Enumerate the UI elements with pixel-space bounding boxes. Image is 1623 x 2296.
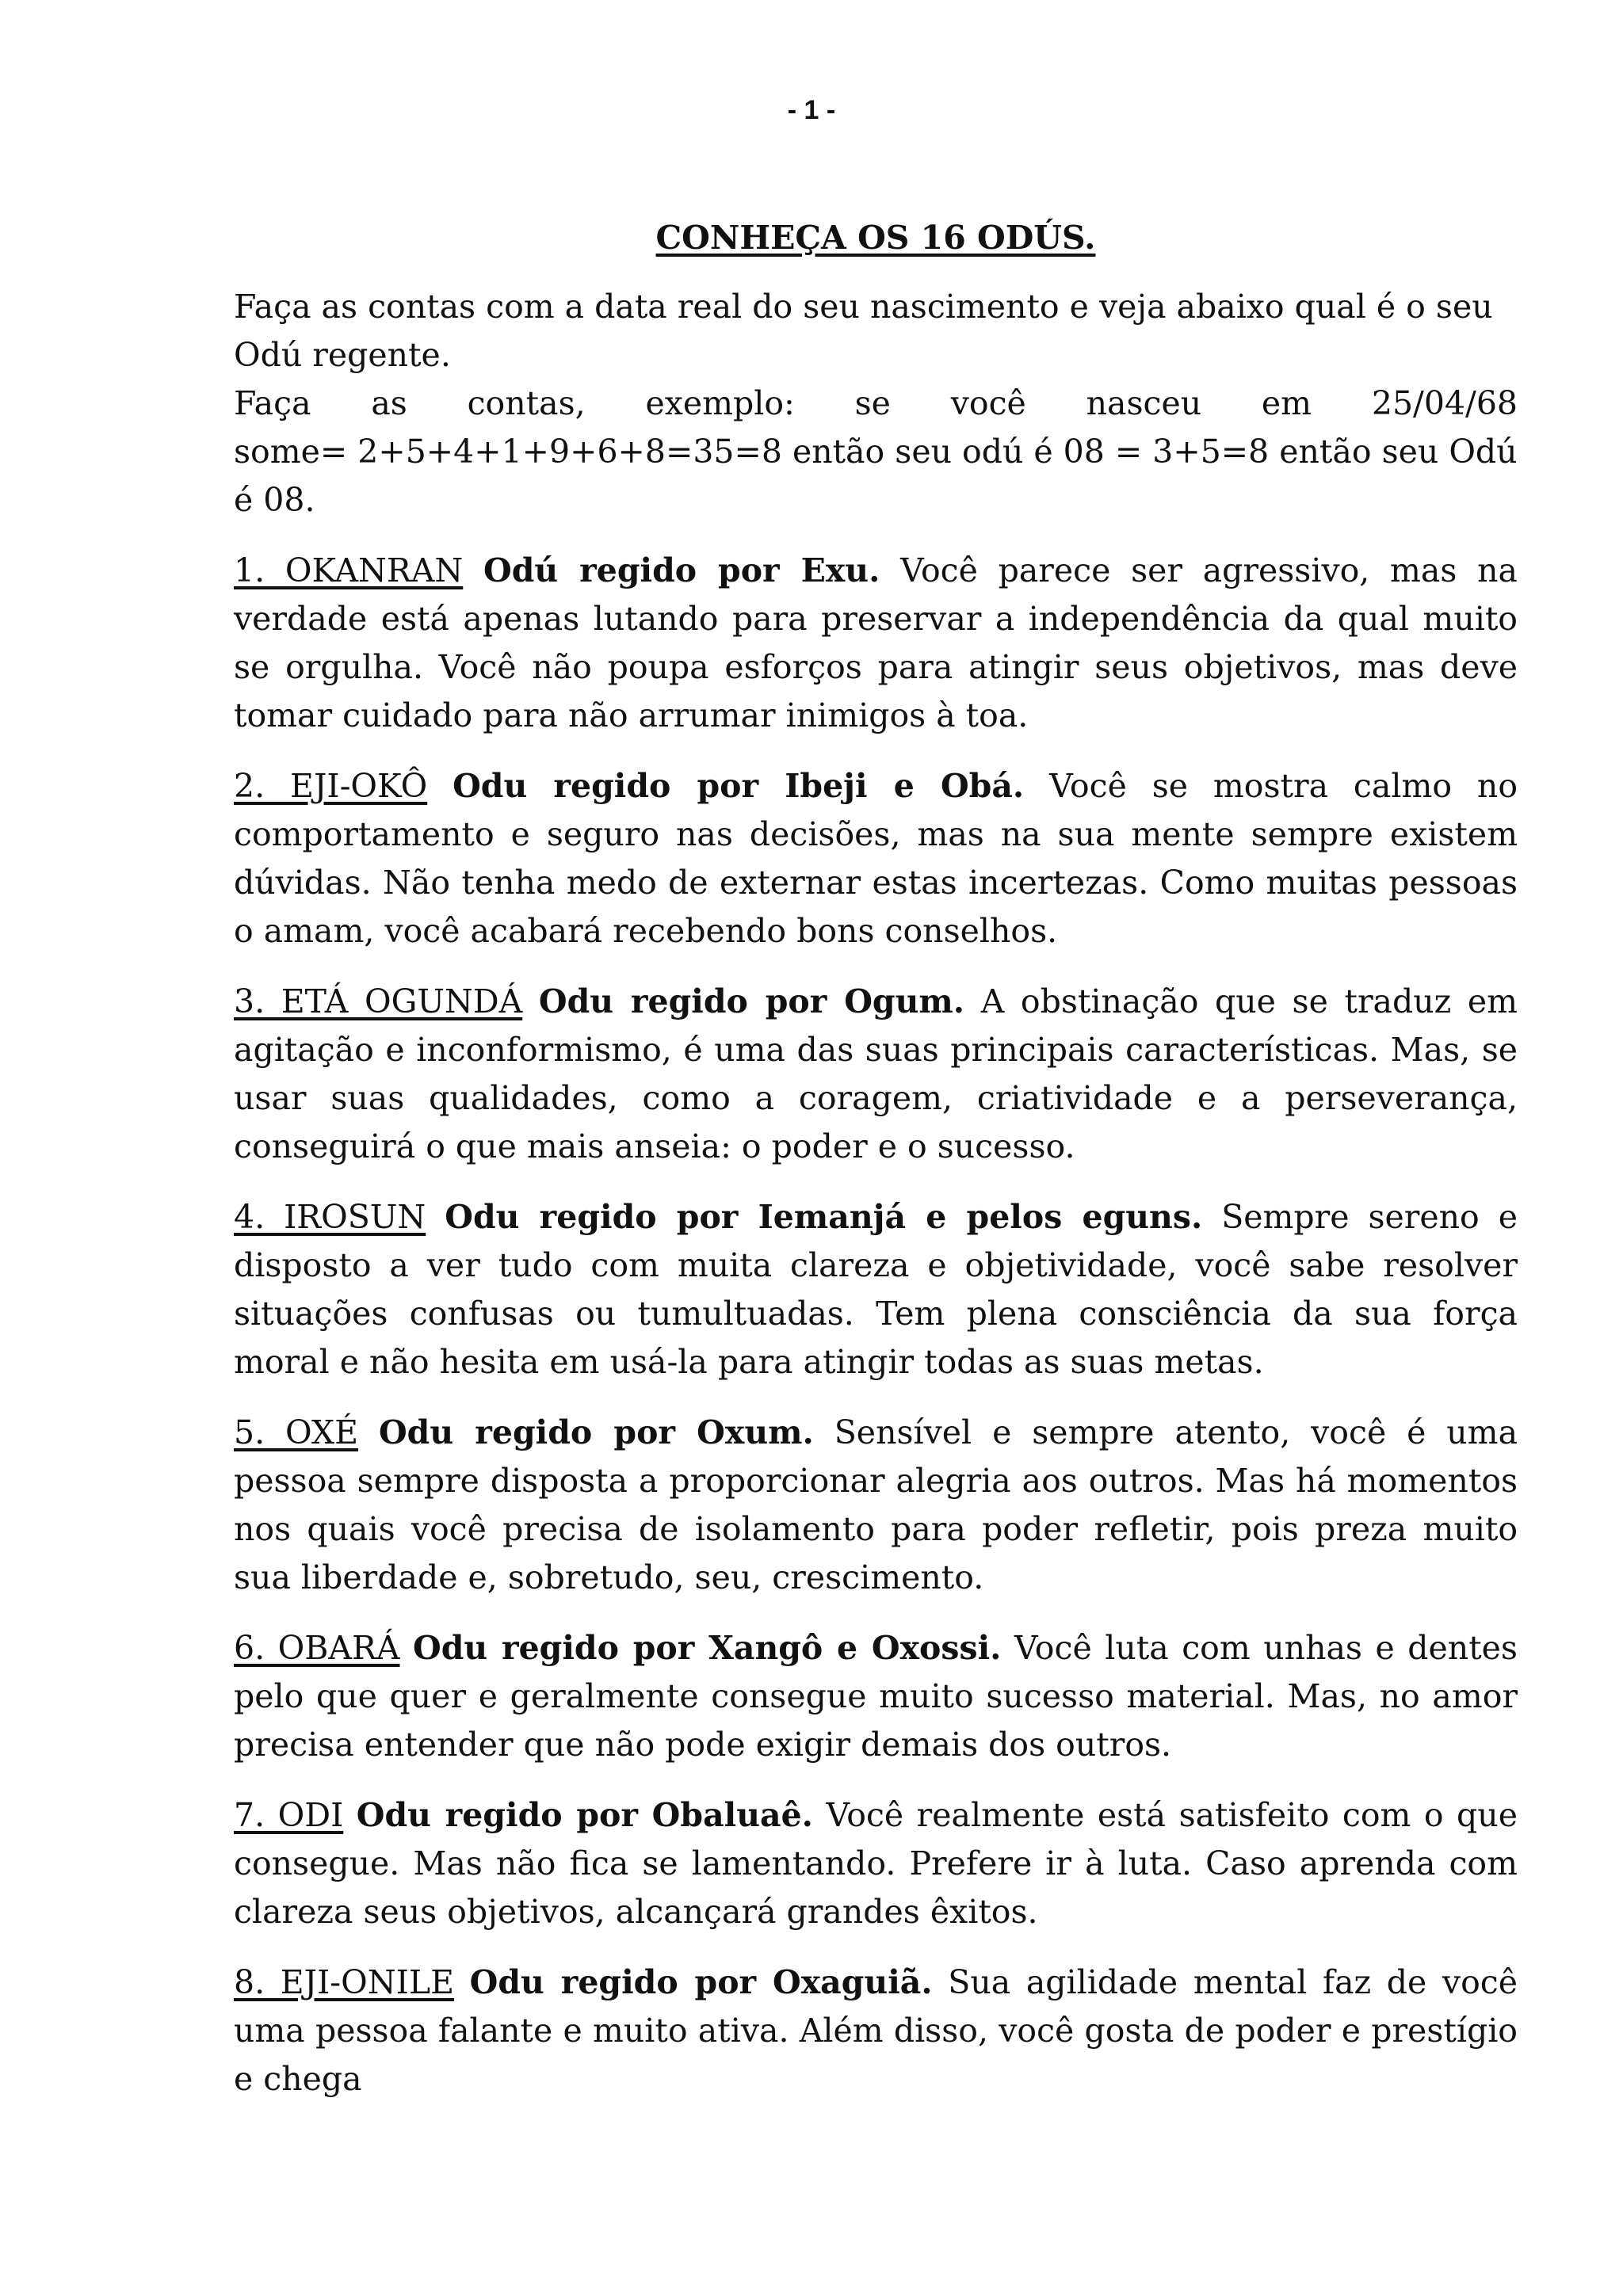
document-body bbox=[234, 214, 1518, 2126]
odu-entry-8 bbox=[234, 1958, 1518, 2103]
odu-description: Você parece ser agressivo, mas na verdade está apenas lutando para preservar a independência da qual muito se orgulha. Você não poupa esforços para atingir seus objetivos, mas deve tomar cuidado para não arrumar inimigos à toa. bbox=[234, 551, 1518, 734]
odu-ruler: Odu regido por Xangô e Oxossi. bbox=[413, 1629, 1002, 1667]
odu-entry-4 bbox=[234, 1193, 1518, 1386]
odu-entry-3 bbox=[234, 978, 1518, 1171]
odu-ruler: Odu regido por Oxum. bbox=[378, 1413, 814, 1451]
document-title: CONHEÇA OS 16 ODÚS. bbox=[655, 219, 1096, 257]
odu-entry-5 bbox=[234, 1409, 1518, 1602]
odu-description: Sua agilidade mental faz de você uma pessoa falante e muito ativa. Além disso, você gosta de poder e prestígio e chega bbox=[234, 1963, 1518, 2098]
odu-name: 1. OKANRAN bbox=[234, 551, 464, 589]
odu-name: 2. EJI-OKÔ bbox=[234, 767, 428, 805]
odu-description: Sensível e sempre atento, você é uma pessoa sempre disposta a proporcionar alegria aos outros. Mas há momentos nos quais você precisa de isolamento para poder refletir, pois preza muito sua liberdade e, sobretudo, seu, crescimento. bbox=[234, 1413, 1518, 1596]
odu-description: A obstinação que se traduz em agitação e inconformismo, é uma das suas principais características. Mas, se usar suas qualidades, como a coragem, criatividade e a perseverança, conseguirá o que mais anseia: o poder e o sucesso. bbox=[234, 982, 1518, 1165]
odu-ruler: Odu regido por Oxaguiã. bbox=[469, 1963, 933, 2001]
odu-description: Você se mostra calmo no comportamento e seguro nas decisões, mas na sua mente sempre existem dúvidas. Não tenha medo de externar estas incertezas. Como muitas pessoas o amam, você acabará recebendo bons conselhos. bbox=[234, 767, 1518, 950]
odu-entry-6 bbox=[234, 1624, 1518, 1769]
intro-paragraph: Faça as contas com a data real do seu nascimento e veja abaixo qual é o seu Odú regente. bbox=[234, 288, 1493, 374]
odu-ruler: Odú regido por Exu. bbox=[483, 551, 880, 589]
intro-example-line: Faça as contas, exemplo: se você nasceu em 25/04/68 bbox=[234, 384, 1518, 422]
odu-name: 8. EJI-ONILE bbox=[234, 1963, 455, 2001]
odu-ruler: Odu regido por Ibeji e Obá. bbox=[453, 767, 1025, 805]
odu-name: 3. ETÁ OGUNDÁ bbox=[234, 982, 523, 1020]
page-number: - 1 - bbox=[787, 95, 836, 125]
odu-ruler: Odu regido por Obaluaê. bbox=[356, 1796, 813, 1834]
odu-ruler: Odu regido por Ogum. bbox=[538, 982, 965, 1020]
odu-name: 7. ODI bbox=[234, 1796, 344, 1834]
odu-entry-7 bbox=[234, 1791, 1518, 1936]
odu-ruler: Odu regido por Iemanjá e pelos eguns. bbox=[445, 1198, 1203, 1236]
odu-name: 5. OXÉ bbox=[234, 1413, 359, 1451]
odu-name: 4. IROSUN bbox=[234, 1198, 426, 1236]
intro-example-calculation: some= 2+5+4+1+9+6+8=35=8 então seu odú é 08 = 3+5=8 então seu Odú é 08. bbox=[234, 433, 1518, 519]
odu-description: Você luta com unhas e dentes pelo que quer e geralmente consegue muito sucesso material. Mas, no amor precisa entender que não pode exigir demais dos outros. bbox=[234, 1629, 1518, 1764]
odu-entry-2 bbox=[234, 762, 1518, 955]
odu-name: 6. OBARÁ bbox=[234, 1629, 400, 1667]
odu-description: Você realmente está satisfeito com o que consegue. Mas não fica se lamentando. Prefere ir à luta. Caso aprenda com clareza seus objetivos, alcançará grandes êxitos. bbox=[234, 1796, 1518, 1931]
odu-entry-1 bbox=[234, 547, 1518, 740]
odu-description: Sempre sereno e disposto a ver tudo com muita clareza e objetividade, você sabe resolver situações confusas ou tumultuadas. Tem plena consciência da sua força moral e não hesita em usá-la para atingir todas as suas metas. bbox=[234, 1198, 1518, 1381]
